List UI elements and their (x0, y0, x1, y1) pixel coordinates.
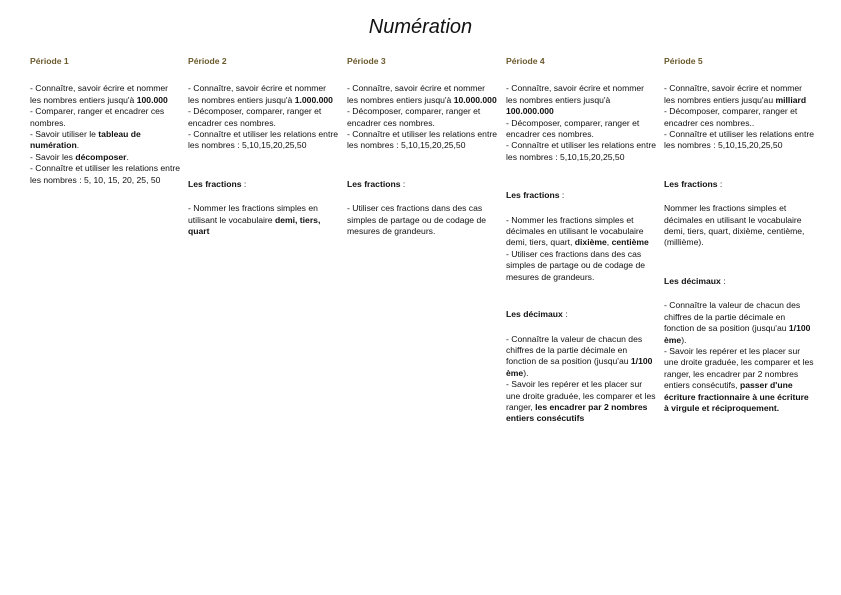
fractions-heading: Les fractions : (188, 178, 247, 189)
list-item: - Utiliser ces fractions dans des cas simples de partage ou de codage de mesures de grandeurs. (347, 203, 487, 237)
list-item: - Savoir utiliser le tableau de numération. (30, 129, 141, 151)
list-item: - Utiliser ces fractions dans des cas simples de partage ou de codage de mesures de grandeurs. (506, 248, 646, 282)
period-5-numbers (664, 83, 814, 151)
list-item: Nommer les fractions simples et décimales en utilisant le vocabulaire demi, tiers, quart, dixième, centième, (millième). (664, 203, 805, 248)
list-item: - Décomposer, comparer, ranger et encadrer ces nombres.. (664, 106, 798, 128)
list-item: - Connaître et utiliser les relations entre les nombres : 5,10,15,20,25,50 (506, 140, 656, 162)
period-2-numbers (188, 83, 338, 151)
list-item: - Connaître et utiliser les relations entre les nombres : 5,10,15,20,25,50 (664, 129, 814, 151)
list-item: - Décomposer, comparer, ranger et encadrer ces nombres. (347, 106, 481, 128)
list-item: - Connaître, savoir écrire et nommer les nombres entiers jusqu'à 100.000.000 (506, 83, 645, 117)
decimaux-heading: Les décimaux : (506, 309, 568, 320)
period-3-numbers (347, 83, 497, 151)
fractions-heading: Les fractions : (664, 178, 723, 189)
list-item: - Connaître, savoir écrire et nommer les nombres entiers jusqu'à 1.000.000 (188, 83, 333, 105)
list-item: - Connaître, savoir écrire et nommer les nombres entiers jusqu'à 10.000.000 (347, 83, 497, 105)
list-item: - Décomposer, comparer, ranger et encadrer ces nombres. (506, 117, 640, 140)
page-title: Numération (368, 16, 473, 38)
period-5-column (664, 56, 814, 414)
fractions-heading: Les fractions : (347, 178, 406, 189)
list-item: - Connaître et utiliser les relations entre les nombres : 5,10,15,20,25,50 (188, 129, 338, 151)
list-item: - Savoir les repérer et les placer sur une droite graduée, les comparer et les ranger, les encadrer par 2 nombres entiers consécutifs (506, 379, 656, 424)
list-item: - Connaître et utiliser les relations entre les nombres : 5,10,15,20,25,50 (347, 129, 497, 151)
list-item: - Savoir les repérer et les placer sur une droite graduée, les comparer et les ranger, les encadrer par 2 nombres entiers consécutifs, passer d'une écriture fractionnaire à une écriture à virgule et réciproquement. (664, 345, 814, 413)
period-3-header: Période 3 (347, 56, 386, 66)
period-5-header: Période 5 (664, 56, 703, 66)
list-item: - Savoir les décomposer. (30, 151, 129, 162)
decimaux-heading: Les décimaux : (664, 275, 726, 286)
period-2-column (188, 56, 338, 237)
fractions-heading: Les fractions : (506, 190, 565, 201)
period-2-header: Période 2 (188, 56, 227, 66)
period-1-numbers (30, 83, 180, 186)
list-item: - Connaître la valeur de chacun des chiffres de la partie décimale en fonction de sa position (jusqu'au 1/100 ème). (506, 333, 653, 378)
period-4-header: Période 4 (506, 56, 545, 66)
list-item: - Nommer les fractions simples en utilisant le vocabulaire demi, tiers, quart (188, 203, 321, 237)
list-item: - Connaître, savoir écrire et nommer les nombres entiers jusqu'au milliard (664, 83, 807, 105)
list-item: - Connaître et utiliser les relations entre les nombres : 5, 10, 15, 20, 25, 50 (30, 163, 180, 185)
list-item: - Connaître, savoir écrire et nommer les nombres entiers jusqu'à 100.000 (30, 83, 169, 105)
list-item: - Comparer, ranger et encadrer ces nombres. (30, 106, 165, 128)
period-1-header: Période 1 (30, 56, 69, 66)
period-4-column (506, 56, 656, 425)
period-1-column (30, 56, 180, 186)
list-item: - Connaître la valeur de chacun des chiffres de la partie décimale en fonction de sa position (jusqu'au 1/100 ème). (664, 300, 811, 345)
list-item: - Nommer les fractions simples et décimales en utilisant le vocabulaire demi, tiers, quart, dixième, centième (506, 214, 649, 248)
list-item: - Décomposer, comparer, ranger et encadrer ces nombres. (188, 106, 322, 128)
period-4-numbers (506, 83, 656, 163)
period-3-column (347, 56, 497, 237)
